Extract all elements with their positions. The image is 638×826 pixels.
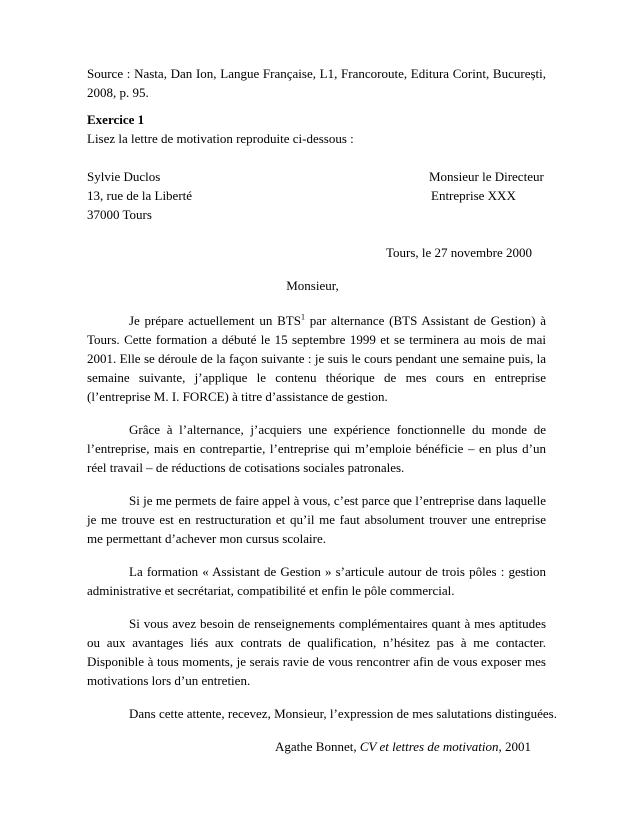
paragraph-1-rest: par alternance (BTS Assistant de Gestion) à Tours. Cette formation a débuté le 15 septembre 1999 et se terminera au mois de mai 2001. Elle se déroule de la façon suivante : je suis le cours pendant une semaine puis, la semaine suivante, j’applique le contenu théorique de mes cours en entreprise (l’entreprise M. I. FORCE) à titre d’assistance de gestion. [87, 313, 546, 404]
exercise-instruction: Lisez la lettre de motivation reproduite ci-dessous : [87, 131, 354, 146]
letter-paragraph-5: Si vous avez besoin de renseignements complémentaires quant à mes aptitudes ou aux avantages liés aux contrats de qualification, n’hésitez pas à me contacter. Disponible à tous moments, je serais ravie de vous rencontrer afin de vous exposer mes motivations lors d’un entretien. [87, 616, 546, 688]
letter-date: Tours, le 27 novembre 2000 [385, 245, 532, 260]
letter-closing: Dans cette attente, recevez, Monsieur, l’expression de mes salutations distinguées. [129, 706, 557, 721]
sender-city: 37000 Tours [87, 207, 152, 222]
document-page [87, 64, 557, 756]
recipient-title: Monsieur le Directeur [429, 169, 544, 184]
letter-paragraph-2: Grâce à l’alternance, j’acquiers une expérience fonctionnelle du monde de l’entreprise, mais en contrepartie, l’entreprise qui m’emploie bénéficie – en plus d’un réel travail – de réductions de cotisations sociales patronales. [87, 422, 546, 475]
letter-paragraph-4: La formation « Assistant de Gestion » s’articule autour de trois pôles : gestion administrative et secrétariat, compatibilité et enfin le pôle commercial. [87, 564, 546, 598]
citation-year: , 2001 [498, 739, 531, 754]
citation-book-title: CV et lettres de motivation [359, 739, 499, 754]
exercise-title: Exercice 1 [87, 112, 145, 127]
letter-paragraph-1 [87, 311, 546, 406]
letter-paragraph-3: Si je me permets de faire appel à vous, c’est parce que l’entreprise dans laquelle je me trouve est en restructuration et qu’il me faut absolument trouver une entreprise me permettant d’achever mon cursus scolaire. [87, 493, 546, 546]
sender-address [87, 167, 192, 224]
recipient-address [429, 167, 544, 205]
letter-salutation: Monsieur, [286, 278, 339, 293]
citation-author: Agathe Bonnet, [275, 739, 360, 754]
footnote-marker: 1 [300, 312, 305, 322]
paragraph-1-start: Je prépare actuellement un BTS [129, 313, 301, 328]
sender-street: 13, rue de la Liberté [87, 188, 193, 203]
recipient-company: Entreprise XXX [431, 188, 516, 203]
source-reference: Source : Nasta, Dan Ion, Langue Française, L1, Francoroute, Editura Corint, București, 2008, p. 95. [87, 66, 546, 100]
sender-name: Sylvie Duclos [87, 169, 161, 184]
address-block [87, 167, 546, 224]
citation [87, 737, 546, 756]
